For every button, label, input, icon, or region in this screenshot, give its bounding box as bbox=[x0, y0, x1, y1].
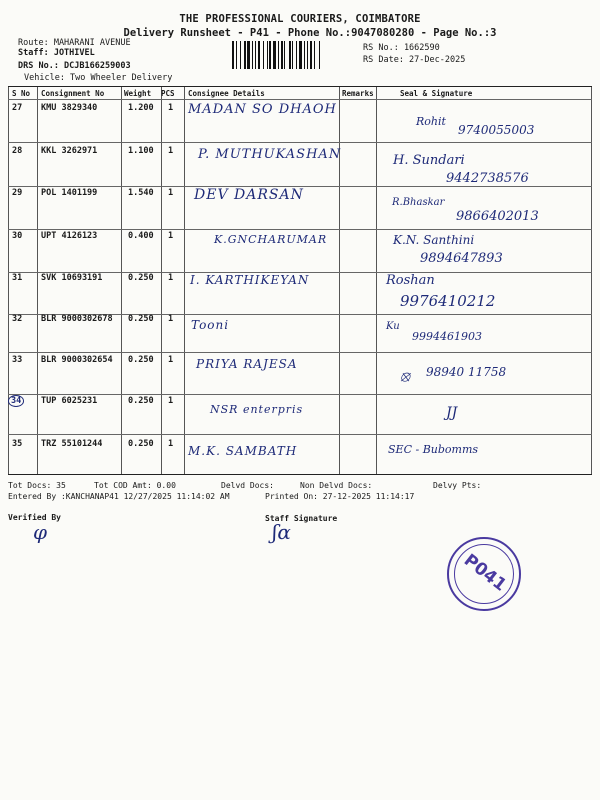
row-sno: 29 bbox=[12, 188, 23, 198]
row-sno: 35 bbox=[12, 439, 23, 449]
row-pcs: 1 bbox=[168, 439, 174, 449]
col-remarks: Remarks bbox=[342, 89, 374, 98]
row-sno: 31 bbox=[12, 273, 23, 283]
row-weight: 1.100 bbox=[128, 146, 154, 156]
row-weight: 0.250 bbox=[128, 396, 154, 406]
row-consignment: SVK 10693191 bbox=[41, 273, 103, 283]
row-signature: SEC - Bubomms bbox=[388, 443, 479, 456]
row-pcs: 1 bbox=[168, 231, 174, 241]
row-signature: Rohit bbox=[416, 115, 446, 128]
row-weight: 1.200 bbox=[128, 103, 154, 113]
row-weight: 0.400 bbox=[128, 231, 154, 241]
rs-number: RS No.: 1662590 bbox=[363, 43, 440, 53]
row-sno: 28 bbox=[12, 146, 23, 156]
row-phone: 9894647893 bbox=[420, 251, 503, 266]
delivered-docs: Delvd Docs: bbox=[221, 481, 274, 490]
row-sno: 34 bbox=[8, 396, 24, 406]
drs-number: DRS No.: DCJB166259003 bbox=[18, 61, 131, 71]
non-delivered-docs: Non Delvd Docs: bbox=[300, 481, 373, 490]
row-pcs: 1 bbox=[168, 355, 174, 365]
row-consignee: P. MUTHUKASHAN bbox=[198, 147, 342, 162]
row-weight: 1.540 bbox=[128, 188, 154, 198]
row-consignment: POL 1401199 bbox=[41, 188, 98, 198]
delivery-points: Delvy Pts: bbox=[433, 481, 482, 490]
row-consignment: TRZ 55101244 bbox=[41, 439, 103, 449]
row-sno: 30 bbox=[12, 231, 23, 241]
row-consignee: PRIYA RAJESA bbox=[196, 357, 298, 371]
row-weight: 0.250 bbox=[128, 273, 154, 283]
entered-by: Entered By :KANCHANAP41 12/27/2025 11:14:02 AM bbox=[8, 492, 230, 501]
row-phone: 9976410212 bbox=[400, 292, 496, 310]
row-consignment: KMU 3829340 bbox=[41, 103, 98, 113]
col-consignee: Consignee Details bbox=[188, 89, 265, 98]
route-label: Route: MAHARANI AVENUE bbox=[18, 38, 131, 48]
row-pcs: 1 bbox=[168, 396, 174, 406]
row-signature: H. Sundari bbox=[393, 153, 465, 168]
row-pcs: 1 bbox=[168, 314, 174, 324]
staff-label: Staff: JOTHIVEL bbox=[18, 48, 95, 58]
total-docs: Tot Docs: 35 bbox=[8, 481, 66, 490]
row-phone: 98940 11758 bbox=[426, 365, 507, 379]
row-consignment: BLR 9000302678 bbox=[41, 314, 113, 324]
col-sno: S No bbox=[12, 89, 31, 98]
row-consignee: Tooni bbox=[191, 318, 230, 332]
row-signature-scribble-icon: ⦻ bbox=[400, 367, 410, 385]
row-consignee: I. KARTHIKEYAN bbox=[190, 273, 310, 287]
row-consignment: KKL 3262971 bbox=[41, 146, 98, 156]
rs-date: RS Date: 27-Dec-2025 bbox=[363, 55, 466, 65]
row-phone: 9442738576 bbox=[446, 171, 529, 186]
row-sno: 32 bbox=[12, 314, 23, 324]
company-title: THE PROFESSIONAL COURIERS, COIMBATORE bbox=[179, 13, 421, 25]
row-pcs: 1 bbox=[168, 146, 174, 156]
row-consignee: DEV DARSAN bbox=[194, 187, 304, 203]
row-phone: 9994461903 bbox=[412, 330, 482, 343]
runsheet-title: Delivery Runsheet - P41 - Phone No.:9047080280 - Page No.:3 bbox=[123, 27, 497, 39]
row-pcs: 1 bbox=[168, 188, 174, 198]
runsheet-table bbox=[8, 86, 592, 475]
col-seal-signature: Seal & Signature bbox=[400, 89, 473, 98]
col-weight: Weight bbox=[124, 89, 152, 98]
row-pcs: 1 bbox=[168, 103, 174, 113]
vehicle-label: Vehicle: Two Wheeler Delivery bbox=[24, 73, 173, 83]
row-weight: 0.250 bbox=[128, 355, 154, 365]
row-sno: 33 bbox=[12, 355, 23, 365]
row-consignee: M.K. SAMBATH bbox=[188, 444, 298, 458]
row-signature: Roshan bbox=[386, 273, 435, 288]
staff-signature-label: Staff Signature bbox=[265, 514, 338, 523]
printed-on: Printed On: 27-12-2025 11:14:17 bbox=[265, 492, 415, 501]
verified-by-label: Verified By bbox=[8, 513, 61, 522]
row-signature: Ku bbox=[386, 321, 400, 332]
row-weight: 0.250 bbox=[128, 314, 154, 324]
row-consignment: UPT 4126123 bbox=[41, 231, 98, 241]
courier-stamp-icon: P041 bbox=[447, 537, 521, 611]
row-signature: JJ bbox=[446, 405, 458, 421]
row-signature: R.Bhaskar bbox=[392, 197, 445, 208]
row-phone: 9740055003 bbox=[458, 123, 535, 137]
row-weight: 0.250 bbox=[128, 439, 154, 449]
barcode-icon bbox=[232, 41, 360, 69]
row-consignee: MADAN SO DHAOH bbox=[188, 102, 337, 117]
row-phone: 9866402013 bbox=[456, 209, 539, 224]
col-pcs: PCS bbox=[161, 89, 175, 98]
row-sno: 27 bbox=[12, 103, 23, 113]
staff-signature-icon: ʃα bbox=[272, 520, 291, 544]
verifier-signature-icon: φ bbox=[33, 520, 48, 544]
row-consignment: BLR 9000302654 bbox=[41, 355, 113, 365]
total-cod-amount: Tot COD Amt: 0.00 bbox=[94, 481, 176, 490]
row-consignee: K.GNCHARUMAR bbox=[214, 233, 328, 246]
row-signature: K.N. Santhini bbox=[393, 233, 475, 247]
row-consignment: TUP 6025231 bbox=[41, 396, 98, 406]
col-consignment: Consignment No bbox=[41, 89, 105, 98]
row-pcs: 1 bbox=[168, 273, 174, 283]
row-consignee: NSR enterpris bbox=[210, 403, 304, 416]
